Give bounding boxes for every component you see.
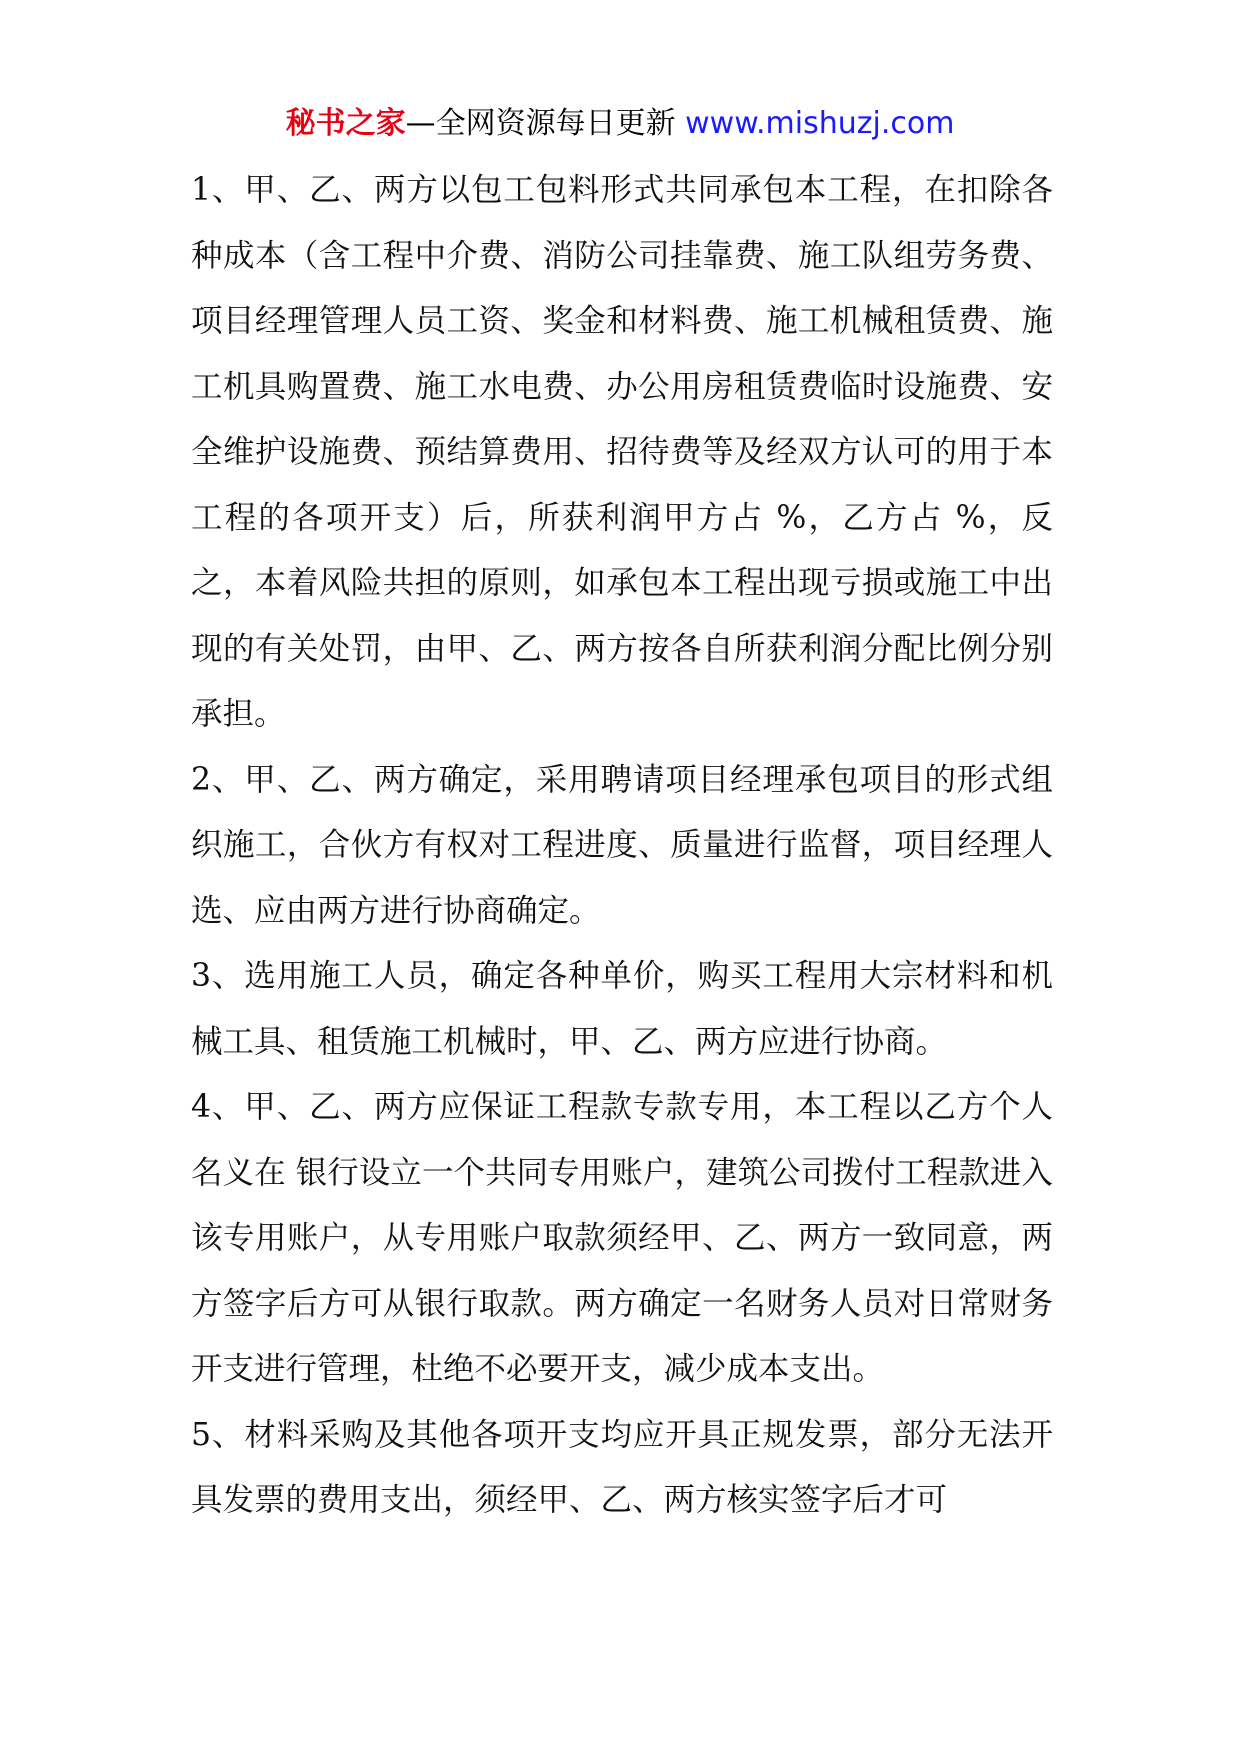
header-tagline: —全网资源每日更新 (405, 106, 676, 141)
website-link[interactable]: www.mishuzj.com (685, 106, 955, 141)
brand-name: 秘书之家 (285, 106, 406, 141)
clause-4: 4、甲、乙、两方应保证工程款专款专用，本工程以乙方个人名义在 银行设立一个共同专用账户，建筑公司拨付工程款进入该专用账户，从专用账户取款须经甲、乙、两方一致同意，两方签字后方可从银行取款。两方确定一名财务人员对日常财务开支进行管理，杜绝不必要开支，减少成本支出。 (191, 1089, 1053, 1387)
clause-5: 5、材料采购及其他各项开支均应开具正规发票，部分无法开具发票的费用支出，须经甲、乙、两方核实签字后才可 (191, 1416, 1053, 1518)
contract-body (191, 158, 1053, 1534)
page-header (0, 100, 1240, 148)
clause-3: 3、选用施工人员，确定各种单价，购买工程用大宗材料和机械工具、租赁施工机械时，甲、乙、两方应进行协商。 (191, 958, 1053, 1060)
clause-2: 2、甲、乙、两方确定，采用聘请项目经理承包项目的形式组织施工，合伙方有权对工程进度、质量进行监督，项目经理人选、应由两方进行协商确定。 (191, 761, 1053, 929)
clause-1: 1、甲、乙、两方以包工包料形式共同承包本工程，在扣除各种成本（含工程中介费、消防公司挂靠费、施工队组劳务费、项目经理管理人员工资、奖金和材料费、施工机械租赁费、施工机具购置费、施工水电费、办公用房租赁费临时设施费、安全维护设施费、预结算费用、招待费等及经双方认可的用于本工程的各项开支）后，所获利润甲方占 %，乙方占 %，反之，本着风险共担的原则，如承包本工程出现亏损或施工中出现的有关处罚，由甲、乙、两方按各自所获利润分配比例分别承担。 (191, 172, 1053, 732)
